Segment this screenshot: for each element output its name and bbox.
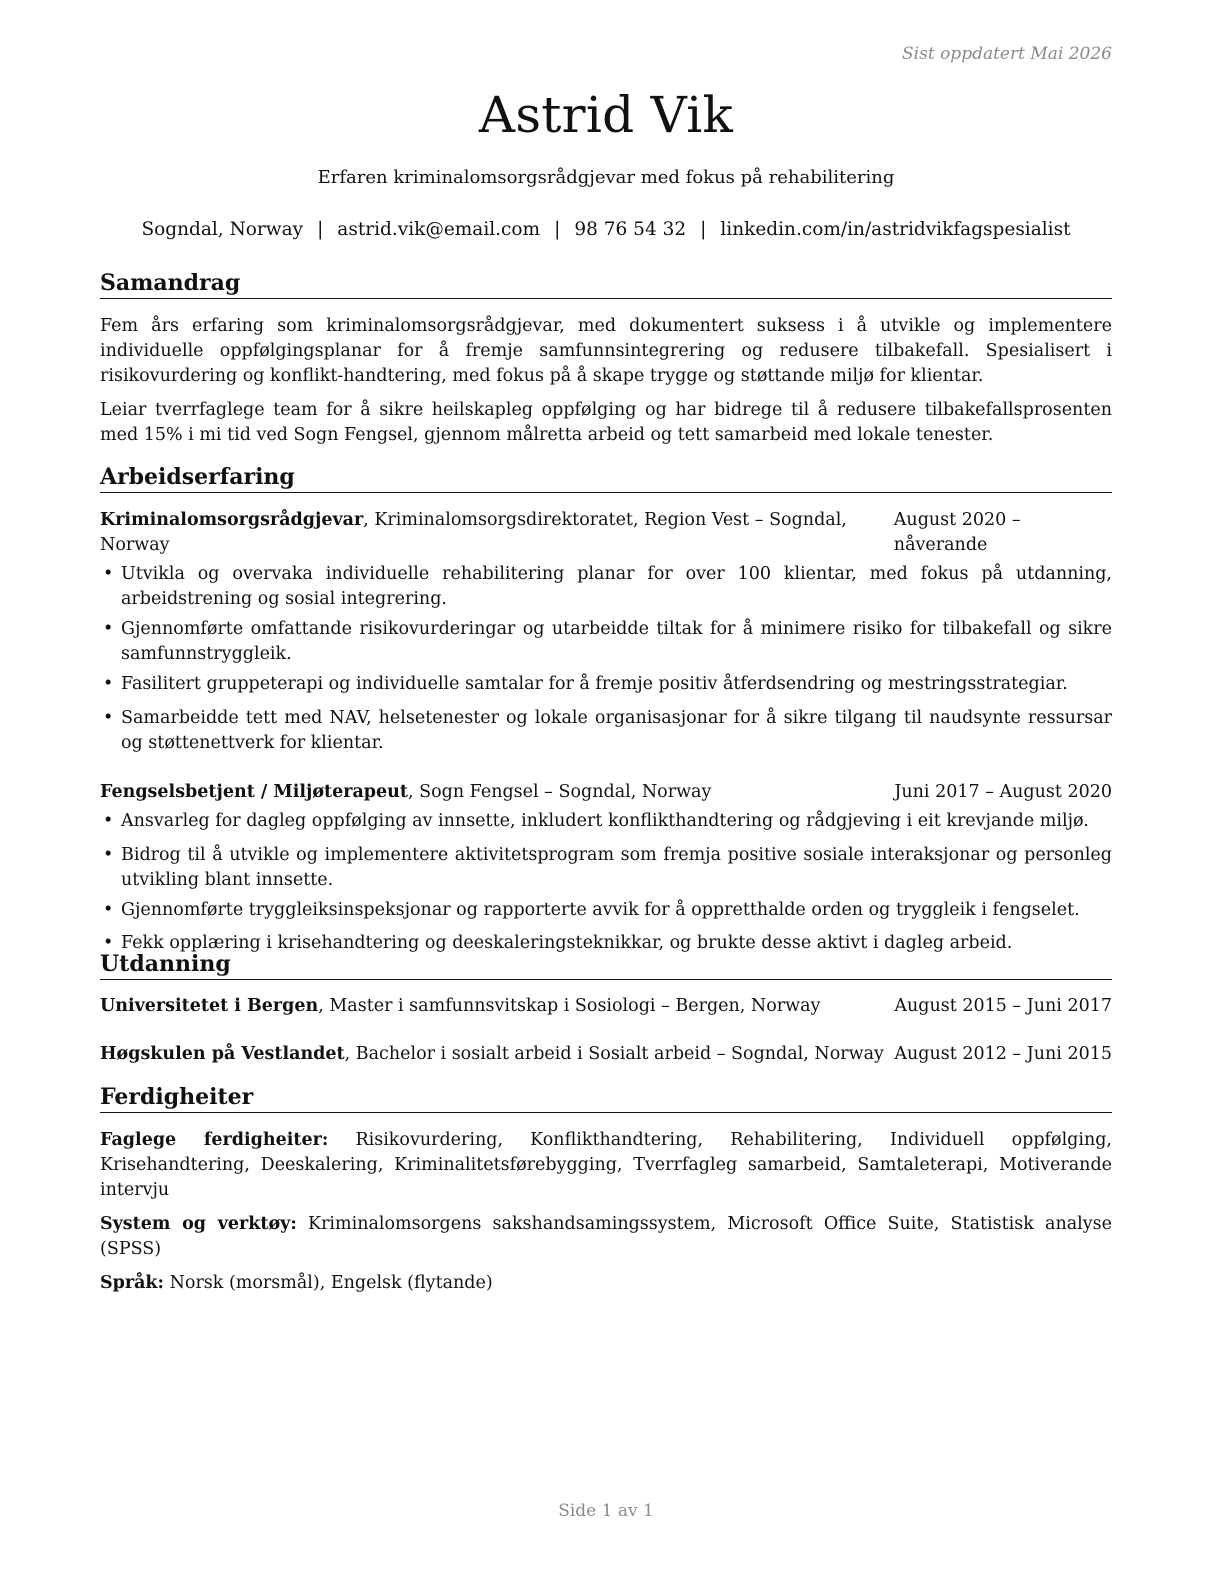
section-title: Ferdigheiter (100, 1084, 1112, 1113)
skill-text: Kriminalomsorgens sakshandsamingssystem, Microsoft Office Suite, Statistisk analyse (SPSS) (100, 1214, 1112, 1259)
skill-line (100, 1212, 1112, 1262)
education-title-line (100, 1042, 884, 1067)
person-name: Astrid Vik (478, 86, 734, 144)
bullet-item: • Gjennomførte tryggleiksinspeksjonar og rapporterte avvik for å oppretthalde orden og tryggleik i fengselet. (100, 898, 1112, 923)
degree: , Master i samfunnsvitskap i Sosiologi – Bergen, Norway (318, 996, 821, 1016)
job-employer: , Kriminalomsorgsdirektoratet, Region Vest – Sogndal, Norway (100, 510, 847, 555)
page-number: Side 1 av 1 (558, 1501, 654, 1521)
experience-section (100, 464, 1112, 956)
job-dates: August 2020 – nåverande (893, 510, 1021, 555)
summary-section (100, 270, 1112, 448)
skill-line (100, 1128, 1112, 1203)
separator: | (554, 219, 561, 240)
job-header (100, 508, 1112, 558)
skill-label: System og verktøy: (100, 1214, 297, 1234)
separator: | (700, 219, 707, 240)
job-header (100, 780, 1112, 805)
education-entry (100, 1042, 1112, 1067)
school-name: Høgskulen på Vestlandet (100, 1044, 345, 1064)
last-updated-note: Sist oppdatert Mai 2026 (902, 44, 1112, 64)
section-title: Arbeidserfaring (100, 464, 1112, 493)
education-entry (100, 994, 1112, 1019)
job-role: Fengselsbetjent / Miljøterapeut (100, 782, 408, 802)
contact-linkedin[interactable]: linkedin.com/in/astridvikfagspesialist (720, 219, 1071, 240)
contact-location: Sogndal, Norway (141, 219, 304, 240)
skills-section (100, 1084, 1112, 1296)
bullet-item: • Gjennomførte omfattande risikovurderingar og utarbeidde tiltak for å minimere risiko for tilbakefall og sikre samfunnstryggleik. (100, 617, 1112, 667)
degree: , Bachelor i sosialt arbeid i Sosialt arbeid – Sogndal, Norway (344, 1044, 884, 1064)
contact-email[interactable]: astrid.vik@email.com (337, 219, 541, 240)
section-title: Samandrag (100, 270, 1112, 299)
job-title-line (100, 780, 711, 805)
skill-text: Norsk (morsmål), Engelsk (flytande) (164, 1273, 493, 1293)
bullet-item: • Fasilitert gruppeterapi og individuelle samtalar for å fremje positiv åtferdsendring og mestringsstrategiar. (100, 672, 1112, 697)
job-bullets (100, 809, 1112, 956)
job-entry (100, 780, 1112, 956)
education-section (100, 951, 1112, 1067)
section-title: Utdanning (100, 951, 1112, 980)
job-employer: , Sogn Fengsel – Sogndal, Norway (407, 782, 712, 802)
education-title-line (100, 994, 820, 1019)
separator: | (317, 219, 324, 240)
skill-text: Risikovurdering, Konflikthandtering, Rehabilitering, Individuell oppfølging, Krisehandtering, Deeskalering, Kriminalitetsførebygging, Tverrfagleg samarbeid, Samtaleterapi, Motiverande intervju (100, 1130, 1112, 1200)
bullet-item: • Fekk opplæring i krisehandtering og deeskaleringsteknikkar, og brukte desse aktivt i dagleg arbeid. (100, 931, 1112, 956)
skill-label: Språk: (100, 1273, 165, 1293)
bullet-item: • Samarbeidde tett med NAV, helsetenester og lokale organisasjonar for å sikre tilgang til naudsynte ressursar og støttenettverk for klientar. (100, 706, 1112, 756)
bullet-item: • Ansvarleg for dagleg oppfølging av innsette, inkludert konflikthandtering og rådgjeving i eit krevjande miljø. (100, 809, 1112, 834)
job-role: Kriminalomsorgsrådgjevar (100, 510, 364, 530)
headline: Erfaren kriminalomsorgsrådgjevar med fokus på rehabilitering (317, 167, 895, 188)
bullet-item: • Bidrog til å utvikle og implementere aktivitetsprogram som fremja positive sosiale interaksjonar og personleg utvikling blant innsette. (100, 843, 1112, 893)
bullet-item: • Utvikla og overvaka individuelle rehabilitering planar for over 100 klientar, med fokus på utdanning, arbeidstrening og sosial integrering. (100, 562, 1112, 612)
contact-line (100, 219, 1112, 240)
summary-paragraph: Leiar tverrfaglege team for å sikre heilskapleg oppfølging og har bidrege til å redusere tilbakefallsprosenten med 15% i mi tid ved Sogn Fengsel, gjennom målretta arbeid og tett samarbeid med lokale tenester. (100, 400, 1112, 445)
resume-page (100, 0, 1112, 1584)
job-title-line (100, 508, 894, 558)
skill-label: Faglege ferdigheiter: (100, 1130, 329, 1150)
job-bullets (100, 562, 1112, 756)
education-dates: August 2012 – Juni 2015 (894, 1044, 1112, 1064)
contact-phone[interactable]: 98 76 54 32 (574, 219, 687, 240)
school-name: Universitetet i Bergen (100, 996, 319, 1016)
skill-line (100, 1271, 1112, 1296)
summary-paragraph: Fem års erfaring som kriminalomsorgsrådgjevar, med dokumentert suksess i å utvikle og implementere individuelle oppfølgingsplanar for å fremje samfunnsintegrering og redusere tilbakefall. Spesialisert i risikovurdering og konflikt-handtering, med fokus på å skape trygge og støttande miljø for klientar. (100, 316, 1112, 386)
job-dates: Juni 2017 – August 2020 (894, 782, 1112, 802)
education-dates: August 2015 – Juni 2017 (894, 996, 1112, 1016)
job-entry (100, 508, 1112, 756)
